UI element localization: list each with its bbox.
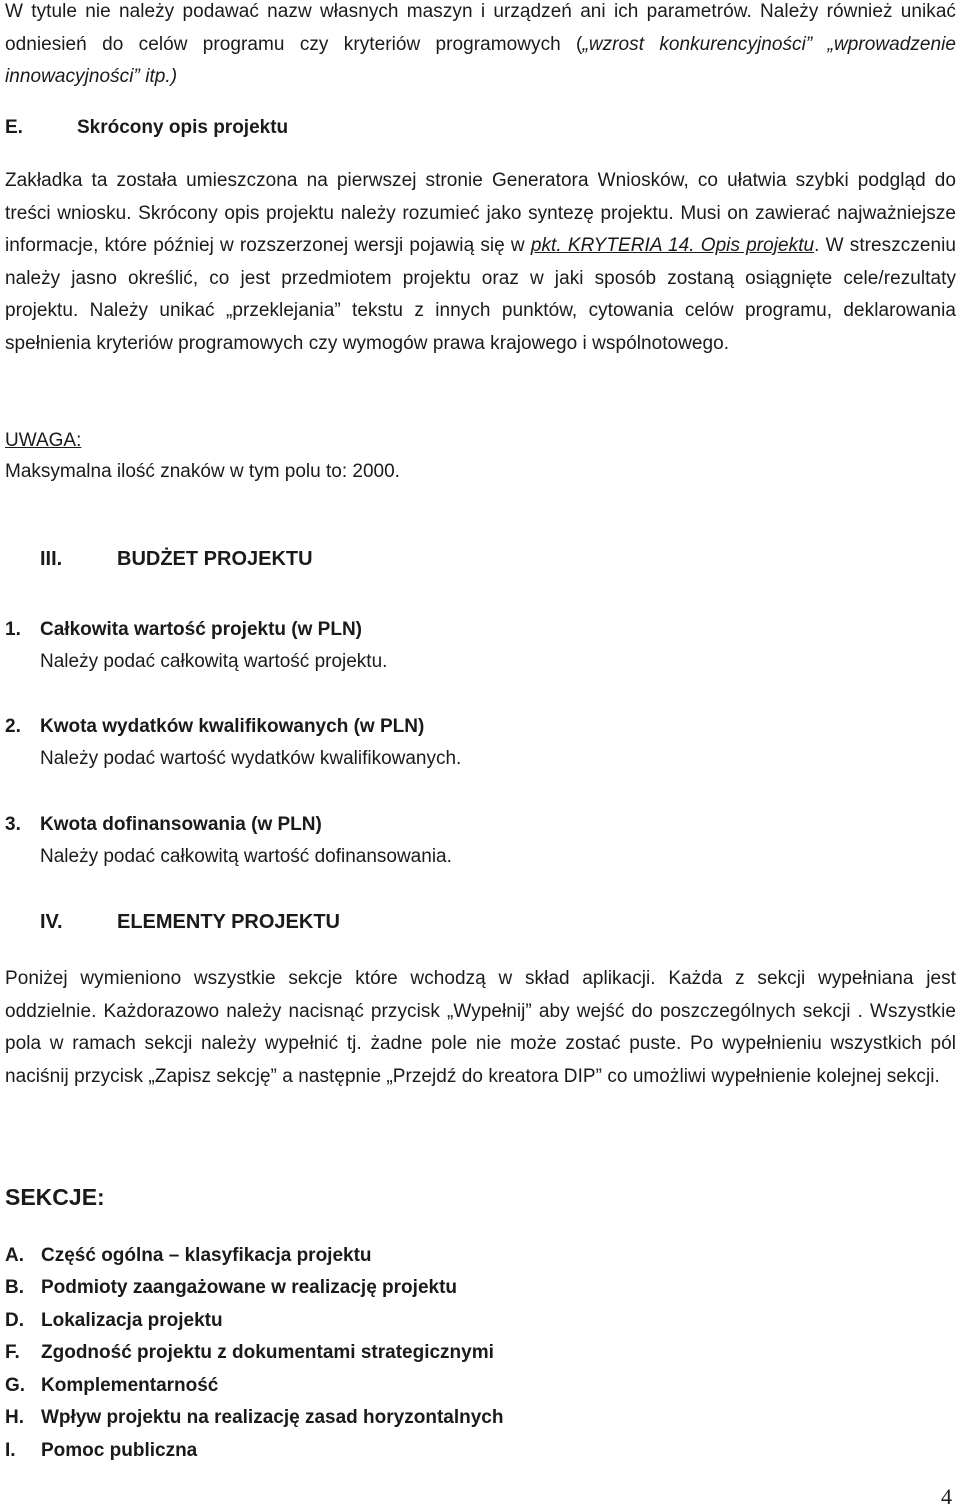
page-number: 4 [941, 1484, 952, 1509]
intro-italic-examples: „wzrost konkurencyjności” „wprowadzenie innowacyjności” itp.) [5, 33, 956, 87]
list-item-letter: I. [5, 1440, 16, 1461]
budget-item-desc: Należy podać wartość wydatków kwalifikowanych. [40, 748, 462, 769]
list-item-text: Część ogólna – klasyfikacja projektu [41, 1245, 372, 1266]
section-iv-paragraph: Poniżej wymieniono wszystkie sekcje które wchodzą w skład aplikacji. Każda z sekcji wypełniana jest oddzielnie. Każdorazowo należy nacisnąć przycisk „Wypełnij” aby wejść do poszczególnych sekcji . Wszystkie pola w ramach sekcji należy wypełnić tj. żadne pole nie może zostać puste. Po wypełnieniu wszystkich pól naciśnij przycisk „Zapisz sekcję” a następnie „Przejdź do kreatora DIP” co umożliwi wypełnienie kolejnej sekcji. [5, 968, 956, 1087]
budget-item-desc: Należy podać całkowitą wartość dofinansowania. [40, 846, 452, 867]
list-item-text: Wpływ projektu na realizację zasad horyzontalnych [41, 1407, 504, 1428]
section-e-label: E. [5, 117, 23, 138]
list-item-text: Podmioty zaangażowane w realizację projektu [41, 1277, 458, 1298]
budget-item-title: Kwota dofinansowania (w PLN) [40, 814, 322, 835]
list-item-text: Zgodność projektu z dokumentami strategicznymi [41, 1342, 494, 1363]
budget-item-title: Kwota wydatków kwalifikowanych (w PLN) [40, 716, 425, 737]
max-chars-note: Maksymalna ilość znaków w tym polu to: 2000. [5, 461, 400, 482]
list-item-letter: H. [5, 1407, 24, 1428]
section-e-title: Skrócony opis projektu [77, 117, 289, 138]
list-item-letter: B. [5, 1277, 24, 1298]
section-e-heading [5, 117, 289, 139]
list-item-letter: A. [5, 1245, 24, 1266]
kryteria-link[interactable]: pkt. KRYTERIA 14. Opis projektu [530, 235, 815, 256]
intro-paragraph [5, 0, 956, 94]
budget-item-number: 3. [5, 814, 21, 835]
section-e-text-1: Zakładka ta została umieszczona na pierwszej stronie Generatora Wniosków, co ułatwia szybki podgląd do treści wniosku. Skrócony opis projektu należy rozumieć jako syntezę projektu. Musi on zawierać najważniejsze informacje, które później w rozszerzonej wersji pojawią się w [5, 170, 956, 256]
budget-item-desc: Należy podać całkowitą wartość projektu. [40, 651, 388, 672]
section-iv-title: ELEMENTY PROJEKTU [117, 911, 340, 933]
intro-text: W tytule nie należy podawać nazw własnych maszyn i urządzeń ani ich parametrów. Należy również unikać odniesień do celów programu czy kryteriów programowych ( [5, 1, 956, 55]
list-item-text: Pomoc publiczna [41, 1440, 198, 1461]
section-iv-number: IV. [40, 911, 63, 933]
section-e-paragraph [5, 165, 956, 360]
sekcje-heading: SEKCJE: [5, 1184, 105, 1210]
uwaga-label: UWAGA: [5, 430, 82, 451]
section-e-text-2: . W streszczeniu należy jasno określić, co jest przedmiotem projektu oraz w jaki sposób zostaną osiągnięte cele/rezultaty projektu. Należy unikać „przeklejania” tekstu z innych punktów, cytowania celów programu, deklarowania spełnienia kryteriów programowych czy wymogów prawa krajowego i wspólnotowego. [5, 235, 956, 354]
section-iii-title: BUDŻET PROJEKTU [117, 548, 313, 570]
section-iii-number: III. [40, 548, 63, 570]
budget-item-title: Całkowita wartość projektu (w PLN) [40, 619, 362, 640]
budget-item-number: 1. [5, 619, 21, 640]
list-item-text: Komplementarność [41, 1375, 219, 1396]
list-item-letter: G. [5, 1375, 26, 1396]
list-item-text: Lokalizacja projektu [41, 1310, 223, 1331]
list-item-letter: F. [5, 1342, 20, 1363]
budget-item-number: 2. [5, 716, 21, 737]
list-item-letter: D. [5, 1310, 24, 1331]
